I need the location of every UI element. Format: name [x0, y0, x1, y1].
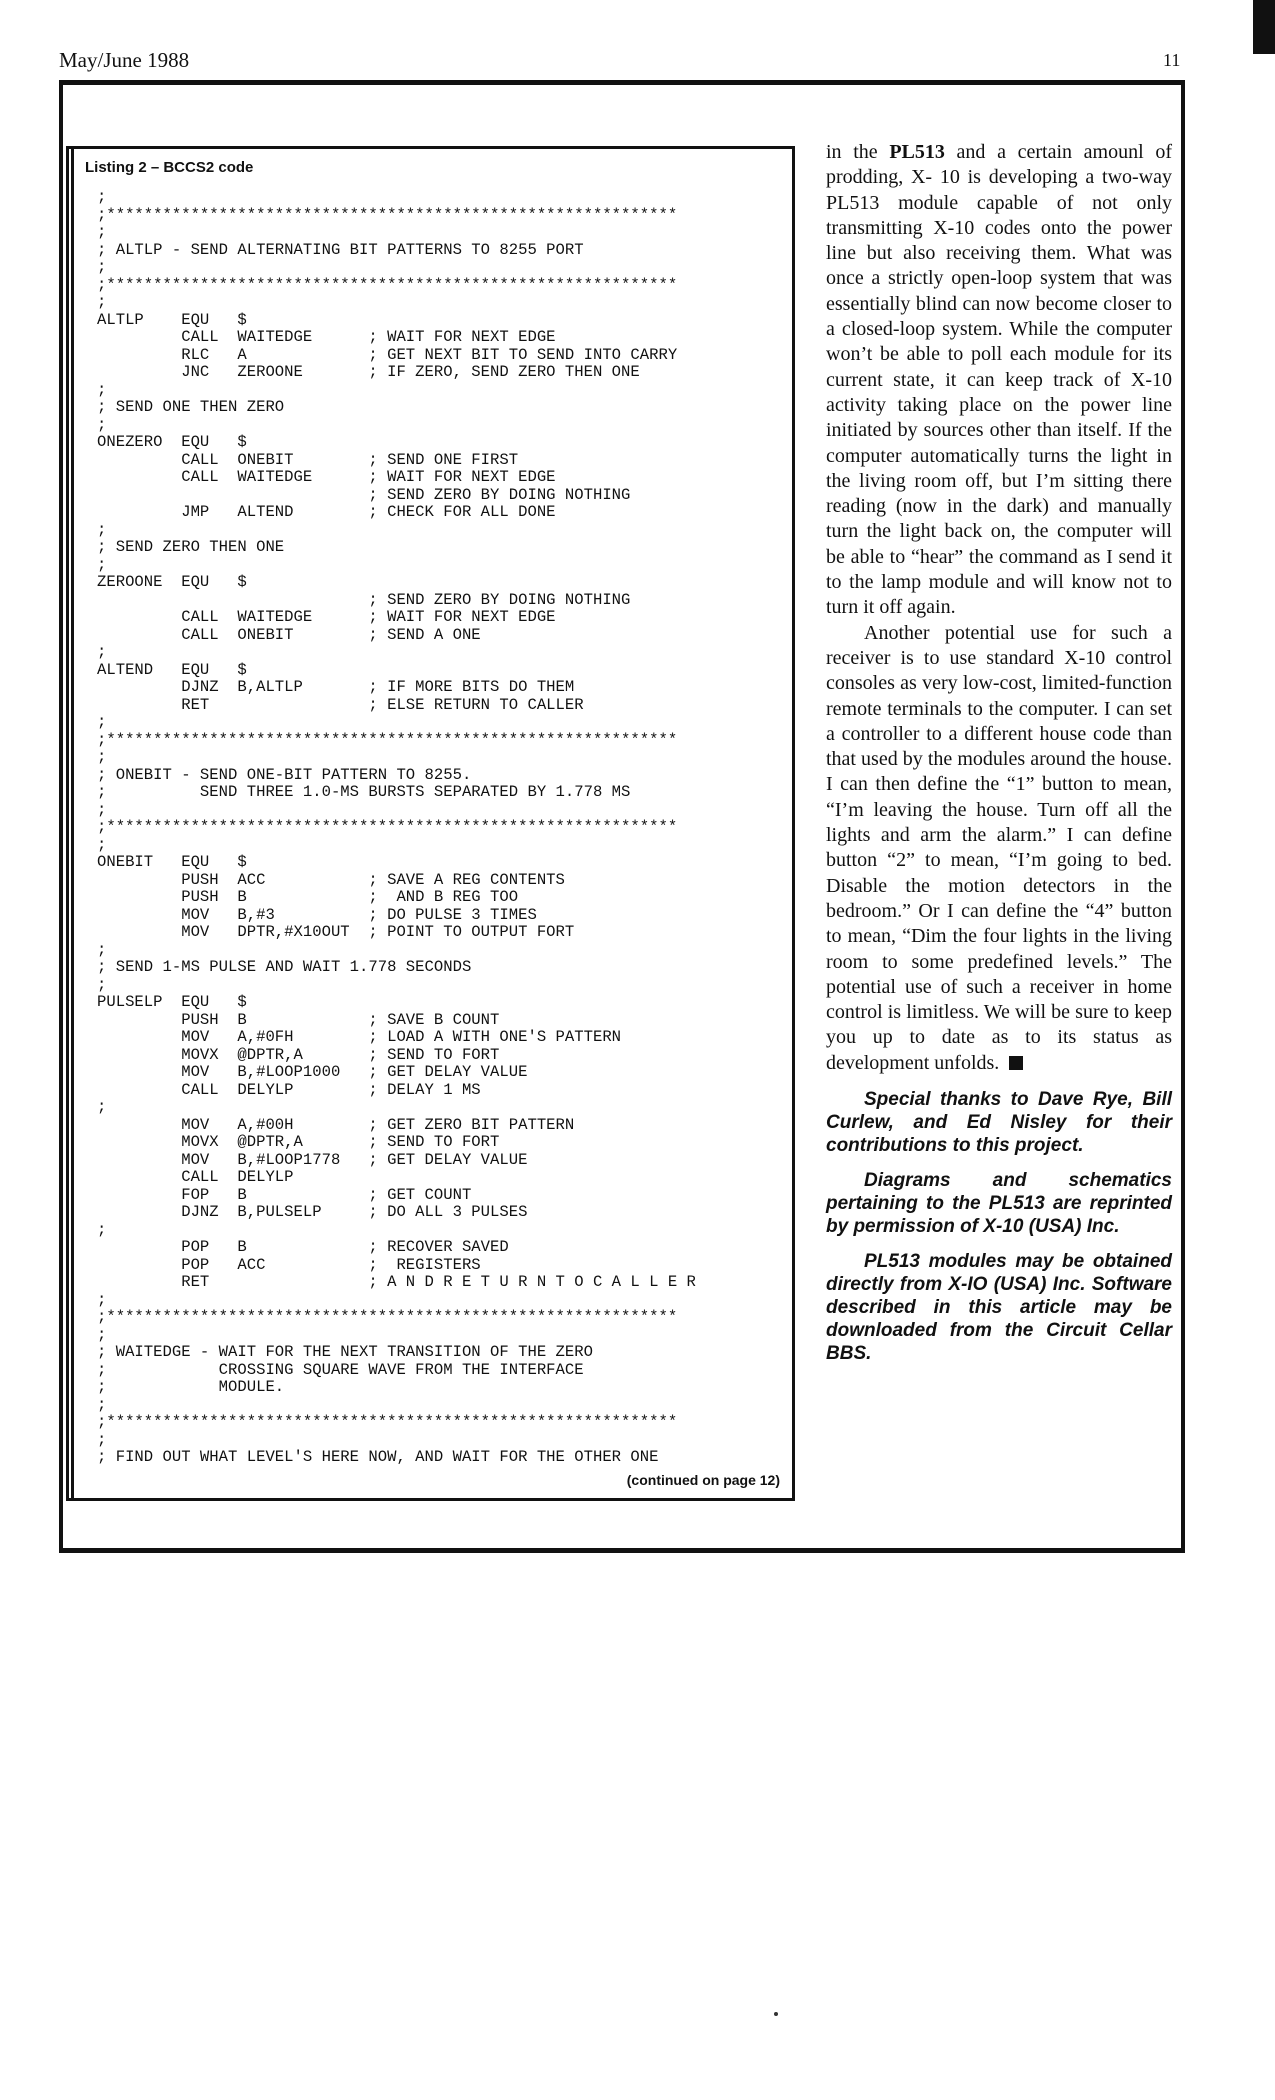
acknowledgement-diagrams: Diagrams and schematics pertaining to the PL513 are reprinted by permission of X-10 (USA) Inc. [826, 1169, 1172, 1237]
end-mark-square [1009, 1056, 1023, 1070]
article-paragraph-1 [826, 140, 1172, 621]
frame-right-rule [1181, 80, 1185, 1553]
continued-note: (continued on page 12) [626, 1472, 780, 1488]
page-number: 11 [1163, 50, 1181, 70]
frame-left-rule [59, 80, 63, 1553]
code-listing-box [66, 146, 795, 1501]
corner-tab-mark [1253, 0, 1275, 54]
acknowledgement-thanks: Special thanks to Dave Rye, Bill Curlew, and Ed Nisley for their contributions to this project. [826, 1088, 1172, 1156]
paragraph-1-rest: and a certain amounl of prodding, X- 10 is developing a two-way PL513 module capable of not only transmitting X-10 codes onto the power line but also receiving them. What was once a strictly open-loop system that was essentially blind can now become closer to a closed-loop system. While the computer won’t be able to poll each module for its current state, it can keep track of X-10 activity taking place on the power line initiated by sources other than itself. If the computer automatically turns the light in the living room off, but I’m sitting there reading (now in the dark) and manually turn the light back on, the computer will be able to “hear” the command as I send it to the lamp module and will know not to turn it off again. [826, 141, 1172, 619]
pl513-bold: PL513 [889, 141, 945, 163]
paragraph-1-prefix: in the [826, 141, 890, 163]
assembly-code: ; ;************************************************************* ; ; ALTLP - SEND ALTERNATING BIT PATTERNS TO 8255 PORT ; ;************************************************************* ; ALTLP EQU $ CALL WAITEDGE ; WAIT FOR NEXT EDGE RLC A ; GET NEXT BIT TO SEND INTO CARRY JNC ZEROONE ; IF ZERO, SEND ZERO THEN ONE ; ; SEND ONE THEN ZERO ; ONEZERO EQU $ CALL ONEBIT ; SEND ONE FIRST CALL WAITEDGE ; WAIT FOR NEXT EDGE ; SEND ZERO BY DOING NOTHING JMP ALTEND ; CHECK FOR ALL DONE ; ; SEND ZERO THEN ONE ; ZEROONE EQU $ ; SEND ZERO BY DOING NOTHING CALL WAITEDGE ; WAIT FOR NEXT EDGE CALL ONEBIT ; SEND A ONE ; ALTEND EQU $ DJNZ B,ALTLP ; IF MORE BITS DO THEM RET ; ELSE RETURN TO CALLER ; ;************************************************************* ; ; ONEBIT - SEND ONE-BIT PATTERN TO 8255. ; SEND THREE 1.0-MS BURSTS SEPARATED BY 1.778 MS ; ;************************************************************* ; ONEBIT EQU $ PUSH ACC ; SAVE A REG CONTENTS PUSH B ; AND B REG TOO MOV B,#3 ; DO PULSE 3 TIMES MOV DPTR,#X10OUT ; POINT TO OUTPUT FORT ; ; SEND 1-MS PULSE AND WAIT 1.778 SECONDS ; PULSELP EQU $ PUSH B ; SAVE B COUNT MOV A,#0FH ; LOAD A WITH ONE'S PATTERN MOVX @DPTR,A ; SEND TO FORT MOV B,#LOOP1000 ; GET DELAY VALUE CALL DELYLP ; DELAY 1 MS ; MOV A,#00H ; GET ZERO BIT PATTERN MOVX @DPTR,A ; SEND TO FORT MOV B,#LOOP1778 ; GET DELAY VALUE CALL DELYLP FOP B ; GET COUNT DJNZ B,PULSELP ; DO ALL 3 PULSES ; POP B ; RECOVER SAVED POP ACC ; REGISTERS RET ; A N D R E T U R N T O C A L L E R ; ;************************************************************* ; ; WAITEDGE - WAIT FOR THE NEXT TRANSITION OF THE ZERO ; CROSSING SQUARE WAVE FROM THE INTERFACE ; MODULE. ; ;************************************************************* ; ; FIND OUT WHAT LEVEL'S HERE NOW, AND WAIT FOR THE OTHER ONE [97, 188, 696, 1466]
paragraph-2-text: Another potential use for such a receiver is to use standard X-10 control consoles as very low-cost, limited-function remote terminals to the computer. I can set a controller to a different house code than that used by the modules around the house. I can then define the “1” button to mean, “I’m leaving the house. Turn off all the lights and arm the alarm.” I can define button “2” to mean, “I’m going to bed. Disable the motion detectors in the bedroom.” Or I can define the “4” button to mean, “Dim the four lights in the living room to some predefined levels.” The potential use of such a receiver in home control is limitless. We will be sure to keep you up to date as to its status as development unfolds. [826, 621, 1172, 1074]
listing-title: Listing 2 – BCCS2 code [85, 159, 254, 176]
article-paragraph-2 [826, 621, 1172, 1076]
frame-bottom-rule [59, 1548, 1185, 1553]
issue-date: May/June 1988 [59, 48, 190, 72]
stray-dot [774, 2012, 778, 2016]
frame-top-rule [59, 80, 1185, 85]
article-column [826, 140, 1172, 1365]
acknowledgement-modules: PL513 modules may be obtained directly from X-IO (USA) Inc. Software described in this article may be downloaded from the Circuit Cellar BBS. [826, 1250, 1172, 1364]
